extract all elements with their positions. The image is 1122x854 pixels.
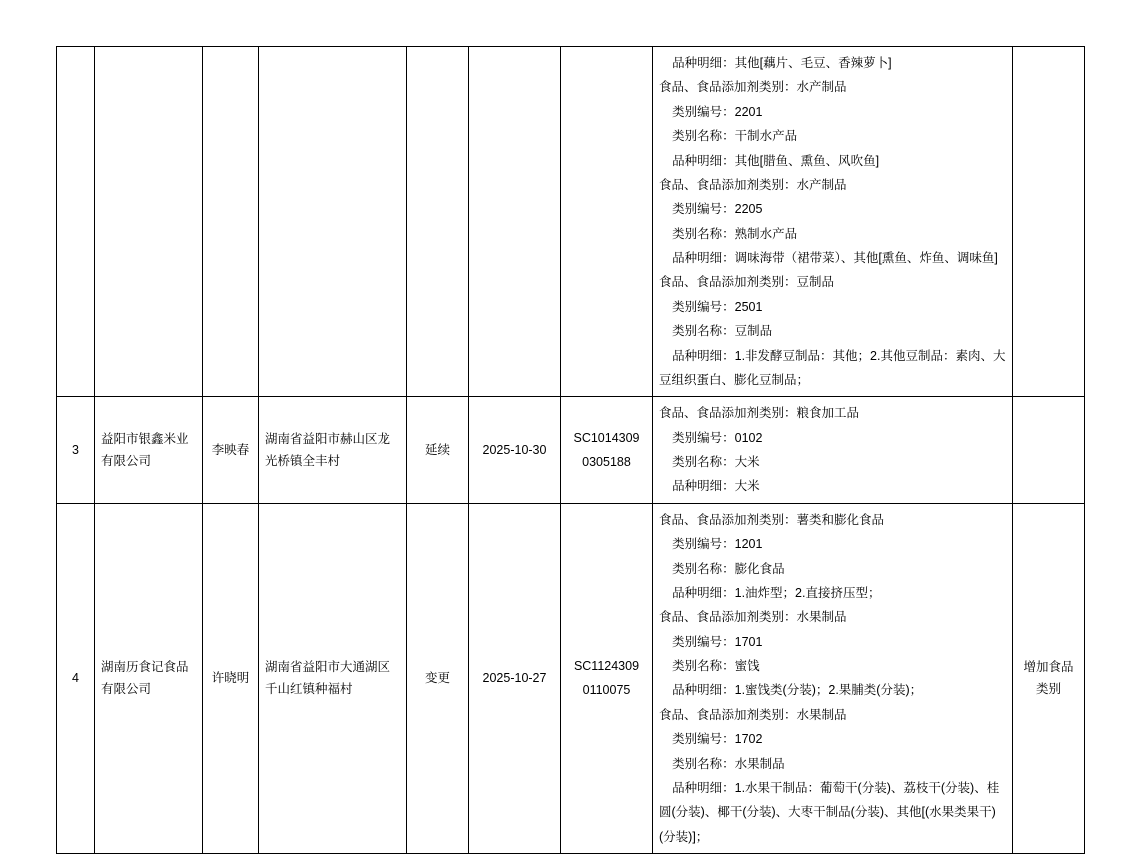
cell-food-category-detail: [653, 503, 1013, 853]
detail-line: 品种明细：1.水果干制品：葡萄干(分装)、荔枝干(分装)、桂圆(分装)、椰干(分装)、大枣干制品(分装)、其他[(水果类果干)(分装)]；: [659, 780, 1000, 844]
detail-line: 食品、食品添加剂类别：豆制品: [659, 275, 835, 290]
detail-line: 食品、食品添加剂类别：粮食加工品: [659, 406, 860, 421]
cell-license-code: SC1124309 0110075: [561, 503, 653, 853]
table-row: [57, 47, 1085, 397]
detail-line: 品种明细：其他[腊鱼、熏鱼、风吹鱼]: [672, 153, 880, 168]
cell-no: 3: [57, 397, 95, 504]
detail-line: 品种明细：大米: [672, 479, 760, 494]
cell-remark: [1013, 47, 1085, 397]
cell-address: 湖南省益阳市赫山区龙光桥镇全丰村: [259, 397, 407, 504]
detail-line: 食品、食品添加剂类别：水果制品: [659, 707, 847, 722]
detail-line: 品种明细：1.蜜饯类(分装)；2.果脯类(分装)；: [672, 683, 923, 698]
detail-line: 食品、食品添加剂类别：水果制品: [659, 610, 847, 625]
detail-line: 类别编号：1701: [672, 634, 763, 649]
cell-person: 许晓明: [203, 503, 259, 853]
detail-line: 类别名称：熟制水产品: [672, 226, 798, 241]
cell-person: 李映春: [203, 397, 259, 504]
detail-line: 品种明细：1.非发酵豆制品：其他；2.其他豆制品：素肉、大豆组织蛋白、膨化豆制品；: [659, 348, 1006, 387]
detail-line: 类别编号：0102: [672, 430, 763, 445]
detail-line: 类别编号：1201: [672, 537, 763, 552]
detail-line: 品种明细：调味海带（裙带菜）、其他[熏鱼、炸鱼、调味鱼]: [672, 251, 998, 265]
cell-address: 湖南省益阳市大通湖区千山红镇种福村: [259, 503, 407, 853]
detail-line: 类别名称：蜜饯: [672, 659, 760, 673]
cell-license-code: SC1014309 0305188: [561, 397, 653, 504]
detail-line: 食品、食品添加剂类别：水产制品: [659, 80, 847, 95]
detail-line: 类别编号：2201: [672, 104, 763, 119]
detail-line: 品种明细：其他[藕片、毛豆、香辣萝卜]: [672, 56, 892, 70]
cell-date: 2025-10-30: [469, 397, 561, 504]
detail-line: 类别名称：水果制品: [672, 756, 785, 771]
cell-company: 益阳市银鑫米业有限公司: [95, 397, 203, 504]
table-row: [57, 503, 1085, 853]
detail-line: 类别编号：1702: [672, 732, 763, 747]
detail-line: 类别名称：膨化食品: [672, 561, 785, 576]
cell-remark: [1013, 397, 1085, 504]
cell-type: 延续: [407, 397, 469, 504]
detail-line: 类别名称：干制水产品: [672, 129, 798, 144]
cell-license-code: [561, 47, 653, 397]
cell-company: [95, 47, 203, 397]
cell-food-category-detail: [653, 47, 1013, 397]
cell-food-category-detail: [653, 397, 1013, 504]
detail-line: 食品、食品添加剂类别：薯类和膨化食品: [659, 512, 885, 527]
cell-no: 4: [57, 503, 95, 853]
detail-line: 品种明细：1.油炸型；2.直接挤压型；: [672, 585, 881, 600]
cell-no: [57, 47, 95, 397]
detail-line: 类别名称：大米: [672, 455, 760, 469]
cell-address: [259, 47, 407, 397]
detail-line: 类别编号：2501: [672, 299, 763, 314]
cell-type: [407, 47, 469, 397]
cell-type: 变更: [407, 503, 469, 853]
license-table: [56, 46, 1085, 854]
cell-date: 2025-10-27: [469, 503, 561, 853]
detail-line: 类别编号：2205: [672, 202, 763, 217]
detail-line: 类别名称：豆制品: [672, 324, 773, 339]
table-row: [57, 397, 1085, 504]
cell-date: [469, 47, 561, 397]
cell-person: [203, 47, 259, 397]
cell-company: 湖南历食记食品有限公司: [95, 503, 203, 853]
table-body: [57, 47, 1085, 854]
detail-line: 食品、食品添加剂类别：水产制品: [659, 177, 847, 192]
cell-remark: 增加食品类别: [1013, 503, 1085, 853]
